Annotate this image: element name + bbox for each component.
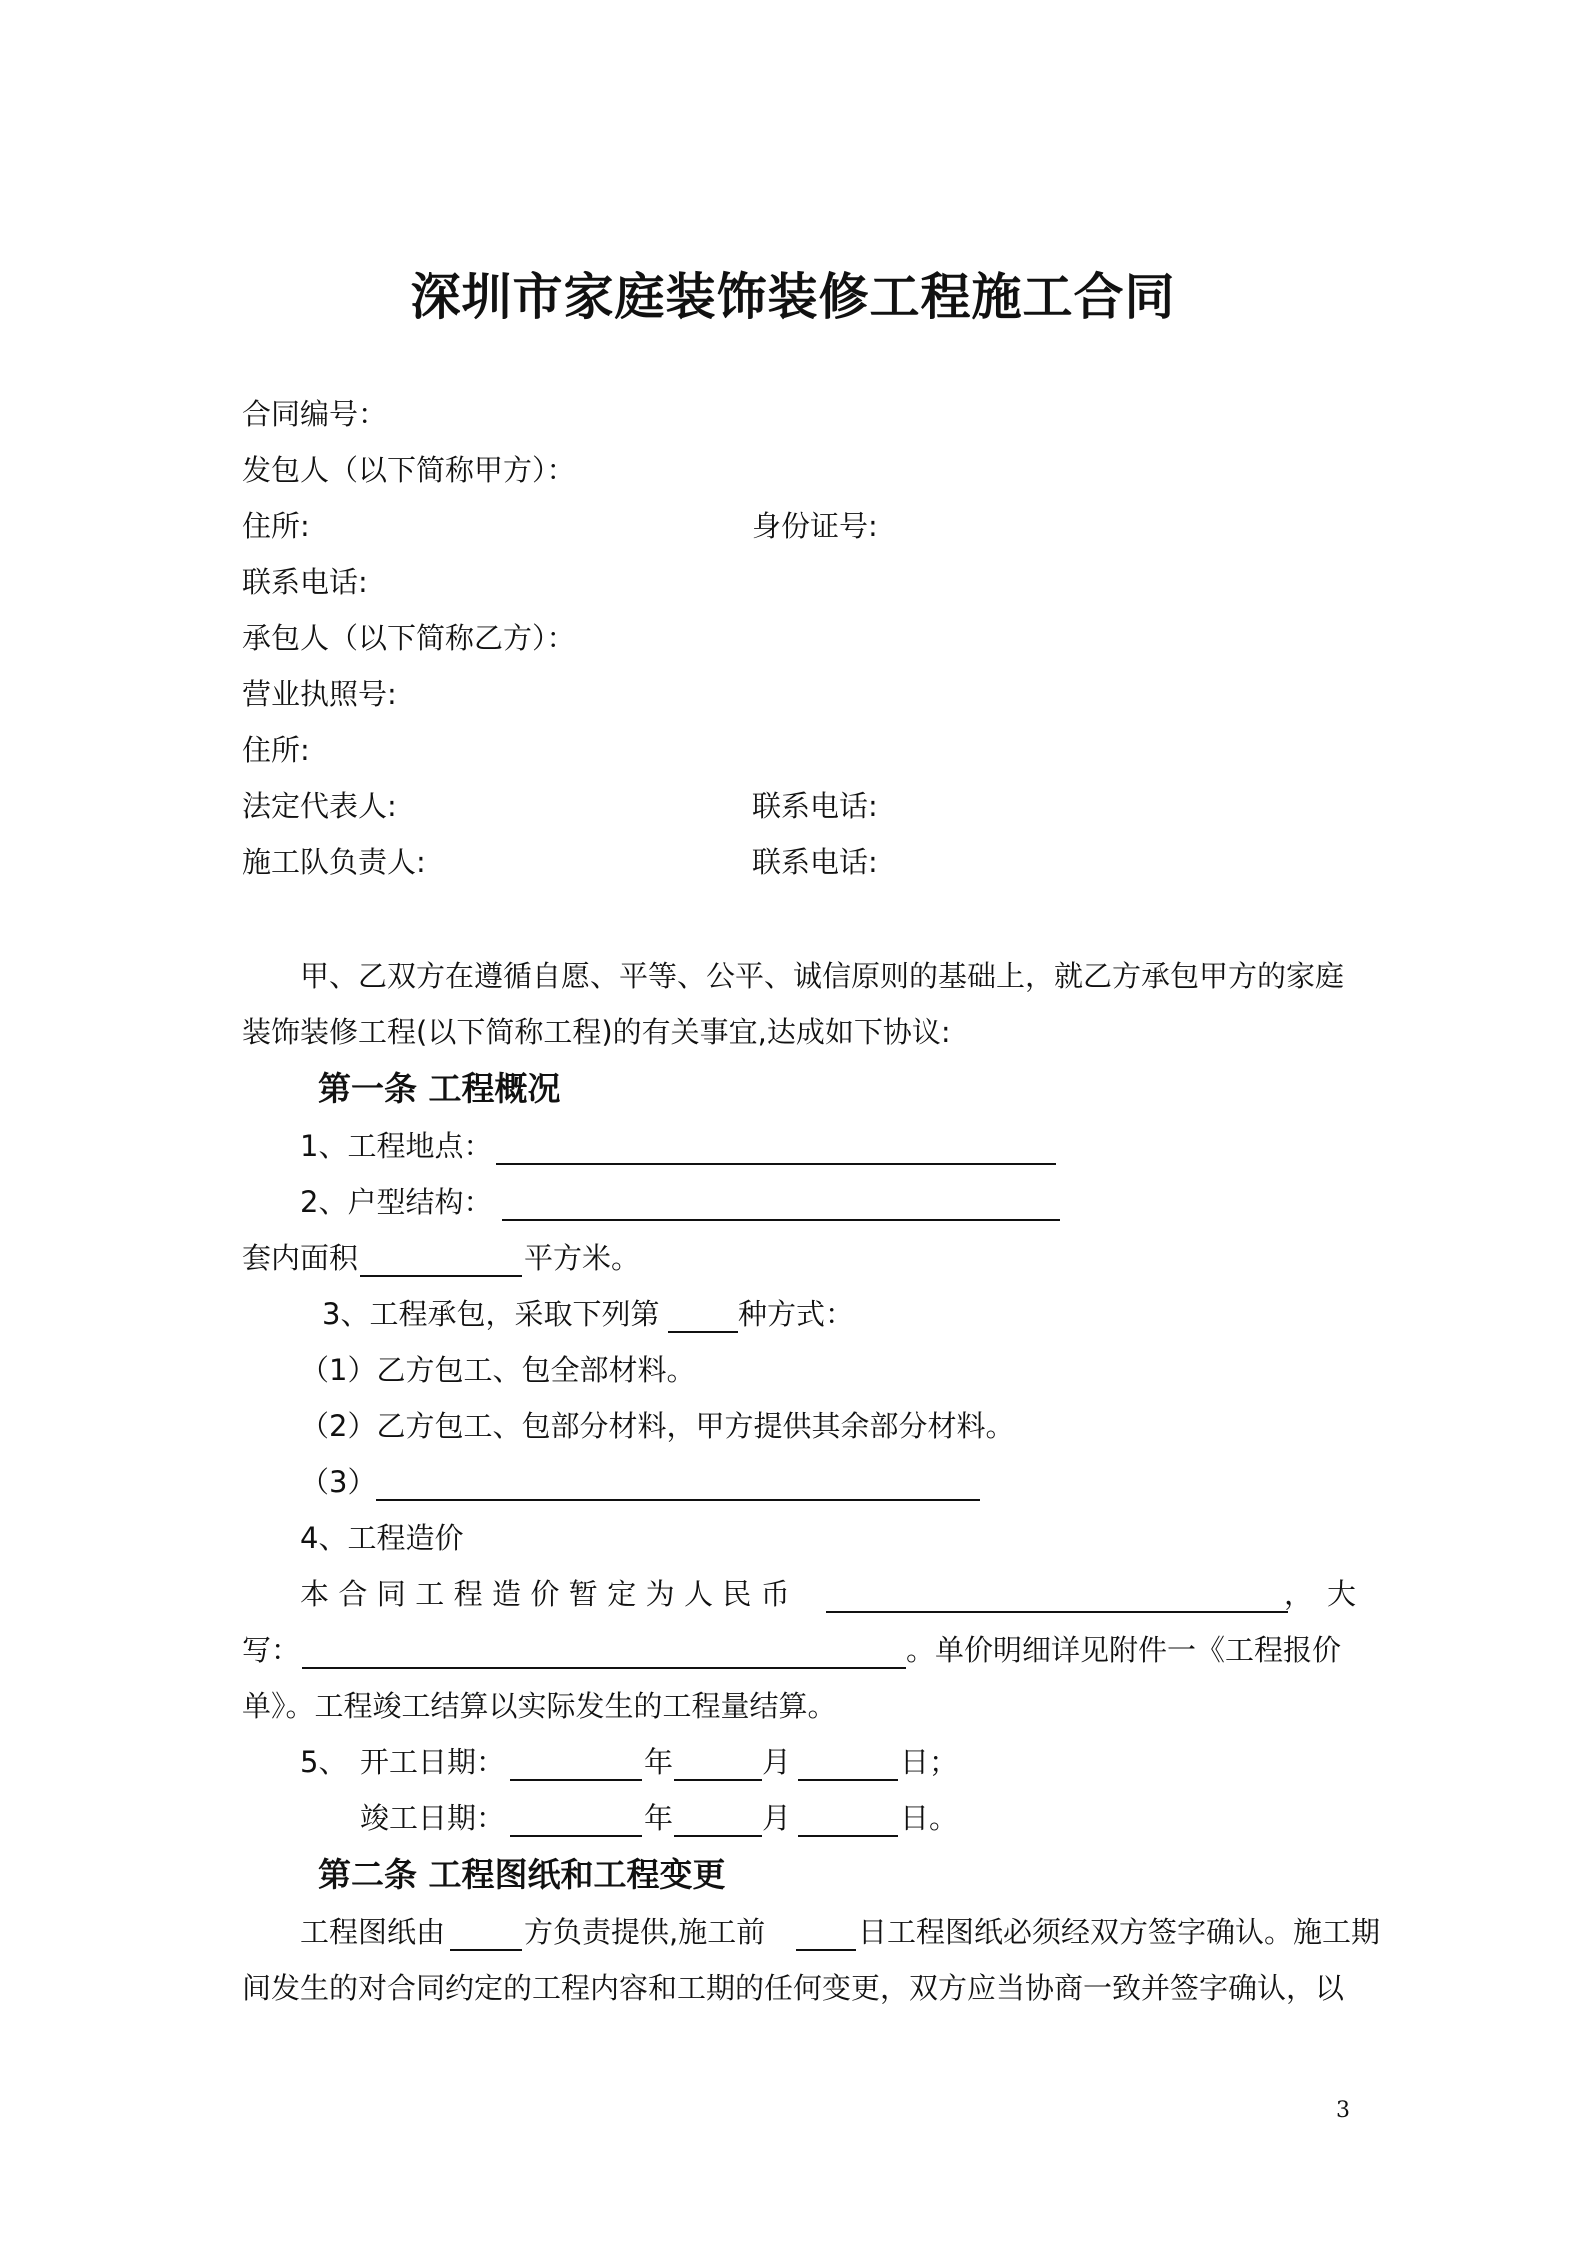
article-2-text-a: 工程图纸由 <box>300 1915 446 1949</box>
option-3-blank <box>376 1499 980 1501</box>
article-2-heading: 第二条 工程图纸和工程变更 <box>318 1855 726 1894</box>
client-phone-label: 联系电话: <box>242 565 368 599</box>
layout-label: 2、户型结构： <box>300 1185 493 1219</box>
end-day-label: 日。 <box>900 1801 959 1835</box>
price-settlement: 单》。工程竣工结算以实际发生的工程量结算。 <box>242 1689 837 1723</box>
price-blank <box>826 1611 1288 1613</box>
option-2: （2）乙方包工、包部分材料，甲方提供其余部分材料。 <box>300 1409 1015 1443</box>
intro-line-1: 甲、乙双方在遵循自愿、平等、公平、诚信原则的基础上，就乙方承包甲方的家庭 <box>300 959 1345 993</box>
price-note: 。单价明细详见附件一《工程报价 <box>906 1633 1342 1667</box>
document-title: 深圳市家庭装饰装修工程施工合同 <box>410 268 1176 326</box>
price-caps-blank <box>302 1667 906 1669</box>
legal-rep-phone-label: 联系电话: <box>752 789 878 823</box>
team-leader-label: 施工队负责人: <box>242 845 426 879</box>
legal-rep-label: 法定代表人: <box>242 789 397 823</box>
license-label: 营业执照号: <box>242 677 397 711</box>
option-1: （1）乙方包工、包全部材料。 <box>300 1353 696 1387</box>
start-year-blank <box>510 1779 642 1781</box>
client-id-label: 身份证号: <box>752 509 878 543</box>
end-date-label: 竣工日期： <box>360 1801 506 1835</box>
drawings-provider-blank <box>450 1949 522 1951</box>
contractor-address-label: 住所: <box>242 733 310 767</box>
price-comma: ，大 <box>1284 1577 1371 1611</box>
area-label: 套内面积 <box>242 1241 359 1275</box>
team-leader-phone-label: 联系电话: <box>752 845 878 879</box>
location-label: 1、工程地点： <box>300 1129 493 1163</box>
layout-blank <box>502 1219 1060 1221</box>
intro-line-2: 装饰装修工程(以下简称工程)的有关事宜,达成如下协议: <box>242 1015 951 1049</box>
mode-label: 3、工程承包，采取下列第 <box>322 1297 660 1331</box>
client-address-label: 住所: <box>242 509 310 543</box>
price-label: 本合同工程造价暂定为人民币 <box>300 1577 800 1611</box>
price-heading: 4、工程造价 <box>300 1521 464 1555</box>
option-3: （3） <box>300 1465 377 1499</box>
area-blank <box>360 1275 522 1277</box>
start-month-label: 月 <box>762 1745 792 1779</box>
article-1-heading: 第一条 工程概况 <box>318 1069 561 1108</box>
drawings-days-blank <box>796 1949 856 1951</box>
end-month-label: 月 <box>762 1801 792 1835</box>
article-2-text-b: 方负责提供,施工前 <box>524 1915 766 1949</box>
start-month-blank <box>674 1779 762 1781</box>
price-caps-label: 写： <box>242 1633 301 1667</box>
area-unit: 平方米。 <box>524 1241 641 1275</box>
start-day-label: 日； <box>900 1745 959 1779</box>
contractor-label: 承包人（以下简称乙方）： <box>242 621 576 655</box>
mode-blank <box>668 1331 738 1333</box>
end-month-blank <box>674 1835 762 1837</box>
start-date-label: 开工日期： <box>360 1745 506 1779</box>
location-blank <box>496 1163 1056 1165</box>
start-day-blank <box>798 1779 898 1781</box>
client-label: 发包人（以下简称甲方）： <box>242 453 576 487</box>
start-year-label: 年 <box>644 1745 674 1779</box>
date-item-number: 5、 <box>300 1745 348 1779</box>
article-2-line-2: 间发生的对合同约定的工程内容和工期的任何变更，双方应当协商一致并签字确认，以 <box>242 1971 1345 2005</box>
end-year-label: 年 <box>644 1801 674 1835</box>
contract-number-label: 合同编号： <box>242 397 388 431</box>
article-2-text-c: 日工程图纸必须经双方签字确认。施工期 <box>858 1915 1381 1949</box>
mode-suffix: 种方式： <box>738 1297 855 1331</box>
end-day-blank <box>798 1835 898 1837</box>
page-number: 3 <box>1336 2098 1350 2123</box>
end-year-blank <box>510 1835 642 1837</box>
